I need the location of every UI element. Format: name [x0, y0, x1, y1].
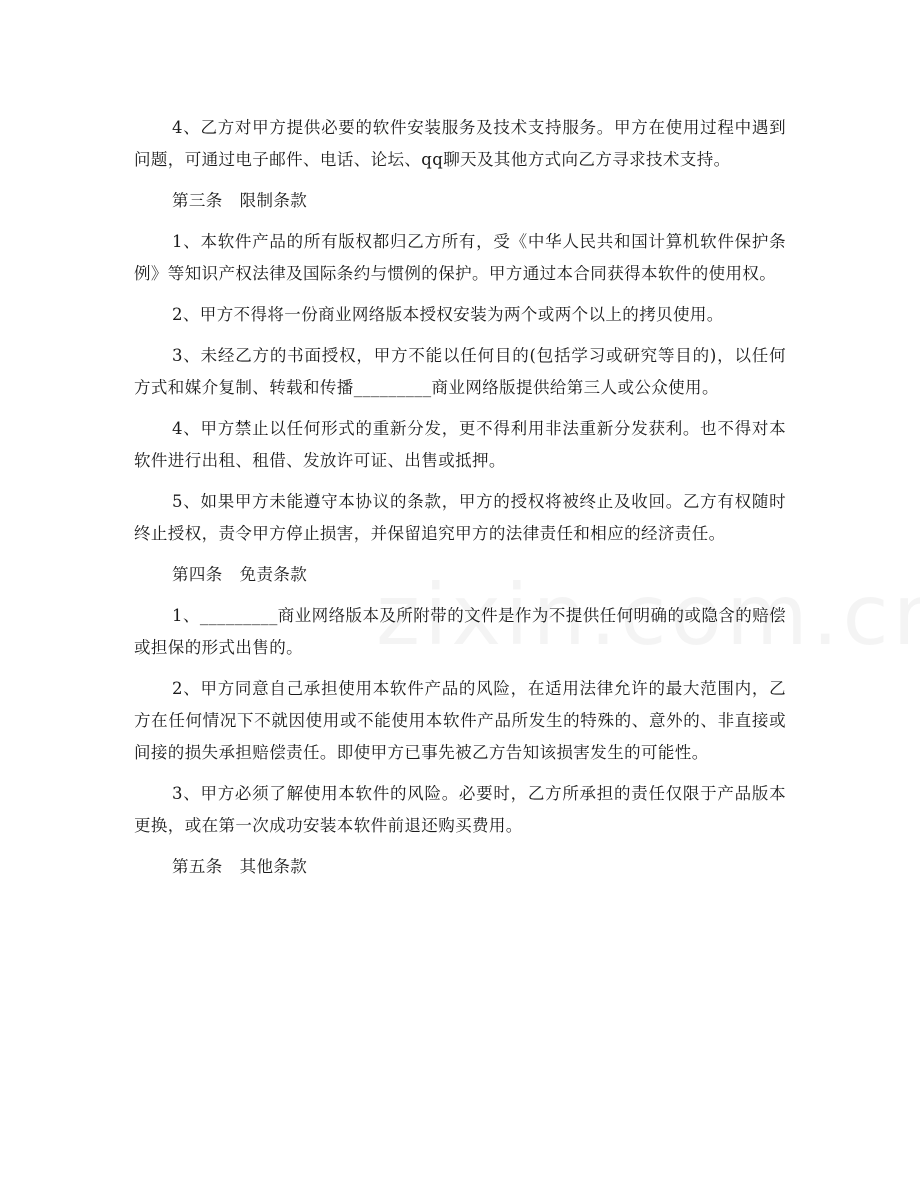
- clause-3-item-4: 4、甲方禁止以任何形式的重新分发，更不得利用非法重新分发获利。也不得对本软件进行出租、租借、发放许可证、出售或抵押。: [134, 419, 786, 470]
- clause-3-item-5: 5、如果甲方未能遵守本协议的条款，甲方的授权将被终止及收回。乙方有权随时终止授权，责令甲方停止损害，并保留追究甲方的法律责任和相应的经济责任。: [134, 492, 786, 543]
- article-5-heading: 第五条 其他条款: [172, 857, 308, 876]
- clause-4-item-3: 3、甲方必须了解使用本软件的风险。必要时，乙方所承担的责任仅限于产品版本更换，或在第一次成功安装本软件前退还购买费用。: [134, 784, 786, 835]
- clause-4-item-1: 1、_________商业网络版本及所附带的文件是作为不提供任何明确的或隐含的赔偿或担保的形式出售的。: [134, 606, 786, 657]
- clause-3-item-1: 1、本软件产品的所有版权都归乙方所有，受《中华人民共和国计算机软件保护条例》等知识产权法律及国际条约与惯例的保护。甲方通过本合同获得本软件的使用权。: [134, 232, 786, 283]
- article-4-heading: 第四条 免责条款: [172, 565, 308, 584]
- article-3-heading: 第三条 限制条款: [172, 191, 308, 210]
- clause-3-item-3: 3、未经乙方的书面授权，甲方不能以任何目的(包括学习或研究等目的)，以任何方式和媒介复制、转载和传播_________商业网络版提供给第三人或公众使用。: [134, 346, 786, 397]
- document-page: [134, 112, 786, 892]
- clause-3-item-2: 2、甲方不得将一份商业网络版本授权安装为两个或两个以上的拷贝使用。: [172, 305, 724, 324]
- clause-4-item-2: 2、甲方同意自己承担使用本软件产品的风险，在适用法律允许的最大范围内，乙方在任何情况下不就因使用或不能使用本软件产品所发生的特殊的、意外的、非直接或间接的损失承担赔偿责任。即使甲方已事先被乙方告知该损害发生的可能性。: [134, 679, 786, 762]
- clause-2-item-4: 4、乙方对甲方提供必要的软件安装服务及技术支持服务。甲方在使用过程中遇到问题，可通过电子邮件、电话、论坛、qq聊天及其他方式向乙方寻求技术支持。: [134, 118, 786, 169]
